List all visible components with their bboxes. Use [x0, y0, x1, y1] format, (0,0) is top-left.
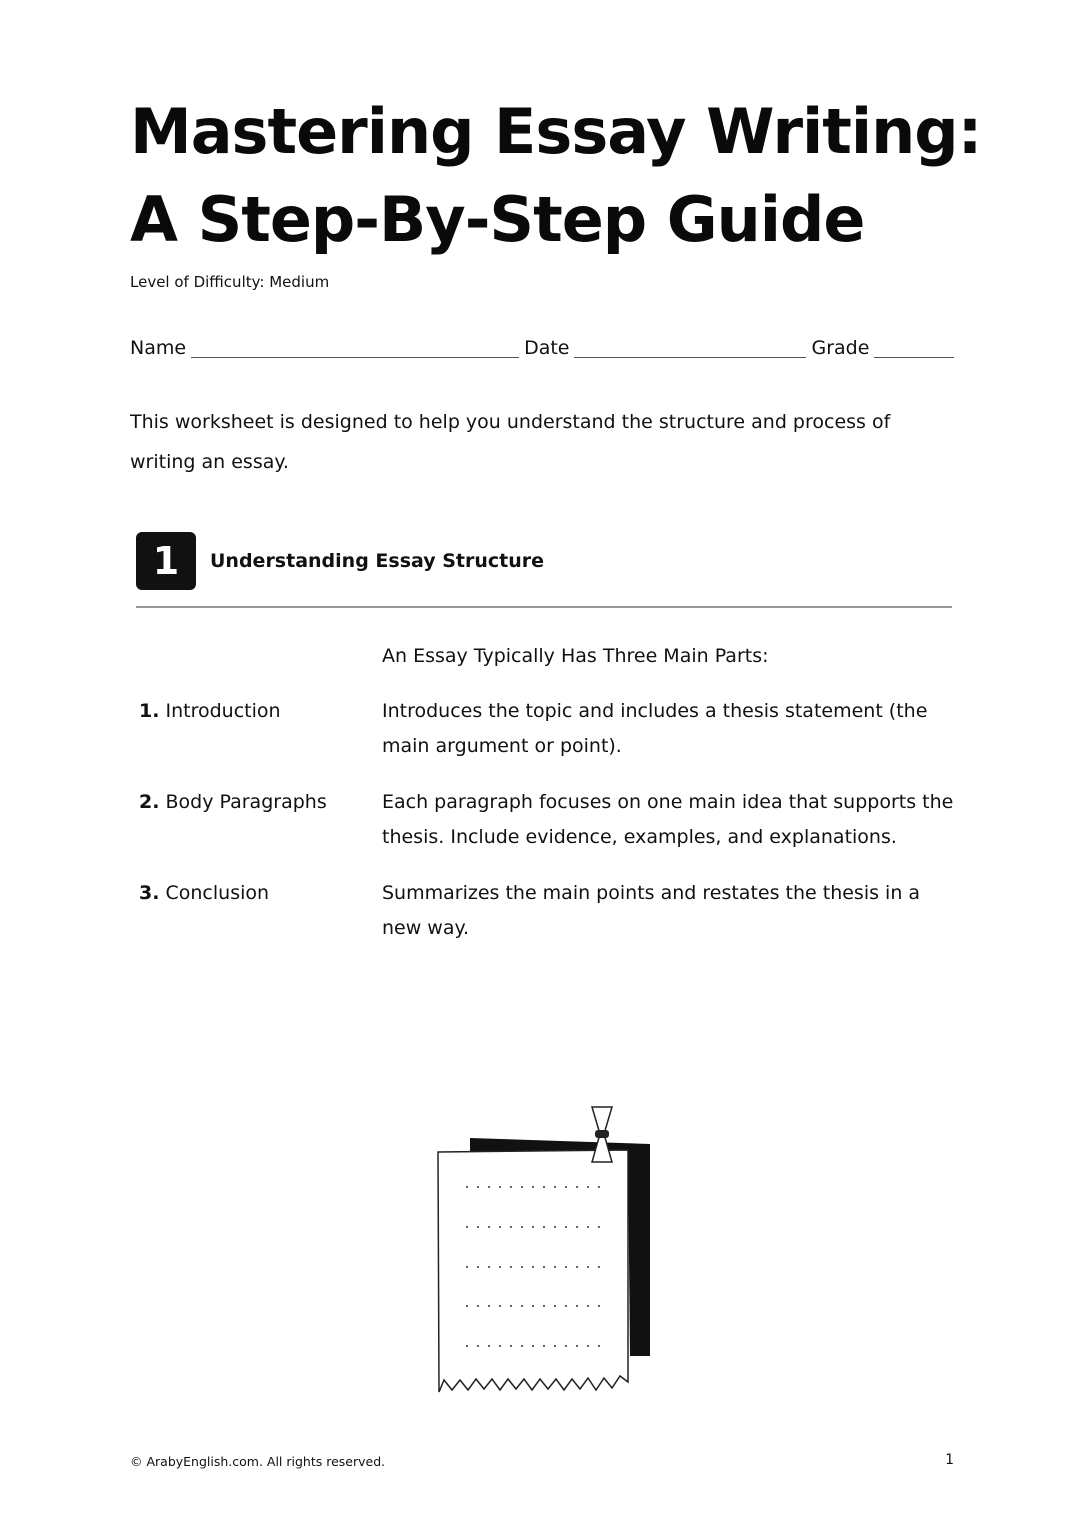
intro-paragraph: This worksheet is designed to help you understand the structure and process of writing an essay. — [130, 411, 891, 473]
section-title: Understanding Essay Structure — [210, 550, 545, 572]
row-term-text: Body Paragraphs — [165, 791, 327, 813]
difficulty-label: Level of Difficulty: Medium — [130, 273, 330, 291]
page-title — [130, 88, 990, 264]
student-info-fields — [130, 332, 954, 360]
date-blank[interactable] — [574, 338, 806, 358]
name-label: Name — [130, 337, 187, 359]
row-term-text: Conclusion — [165, 882, 270, 904]
footer-copyright: © ArabyEnglish.com. All rights reserved. — [130, 1454, 386, 1469]
title-line-2: A Step-By-Step Guide — [130, 183, 865, 256]
row-term-text: Introduction — [165, 700, 281, 722]
row-number: 2. — [139, 791, 160, 813]
row-term — [139, 876, 269, 911]
section-number-badge: 1 — [136, 532, 196, 590]
row-term — [139, 694, 281, 729]
row-number: 1. — [139, 700, 160, 722]
section-divider — [136, 606, 952, 608]
section-header — [136, 532, 544, 590]
date-label: Date — [524, 337, 570, 359]
name-blank[interactable] — [191, 338, 519, 358]
grade-label: Grade — [811, 337, 870, 359]
clipped-notepaper-icon — [432, 1100, 662, 1400]
table-caption: An Essay Typically Has Three Main Parts: — [382, 645, 769, 667]
row-number: 3. — [139, 882, 160, 904]
grade-blank[interactable] — [874, 338, 954, 358]
row-term — [139, 785, 327, 820]
title-line-1: Mastering Essay Writing: — [130, 95, 982, 168]
row-description: Introduces the topic and includes a thesis statement (the main argument or point). — [382, 700, 928, 757]
row-description: Summarizes the main points and restates the thesis in a new way. — [382, 882, 921, 939]
page-number: 1 — [945, 1452, 954, 1468]
row-description: Each paragraph focuses on one main idea that supports the thesis. Include evidence, examples, and explanations. — [382, 791, 954, 848]
